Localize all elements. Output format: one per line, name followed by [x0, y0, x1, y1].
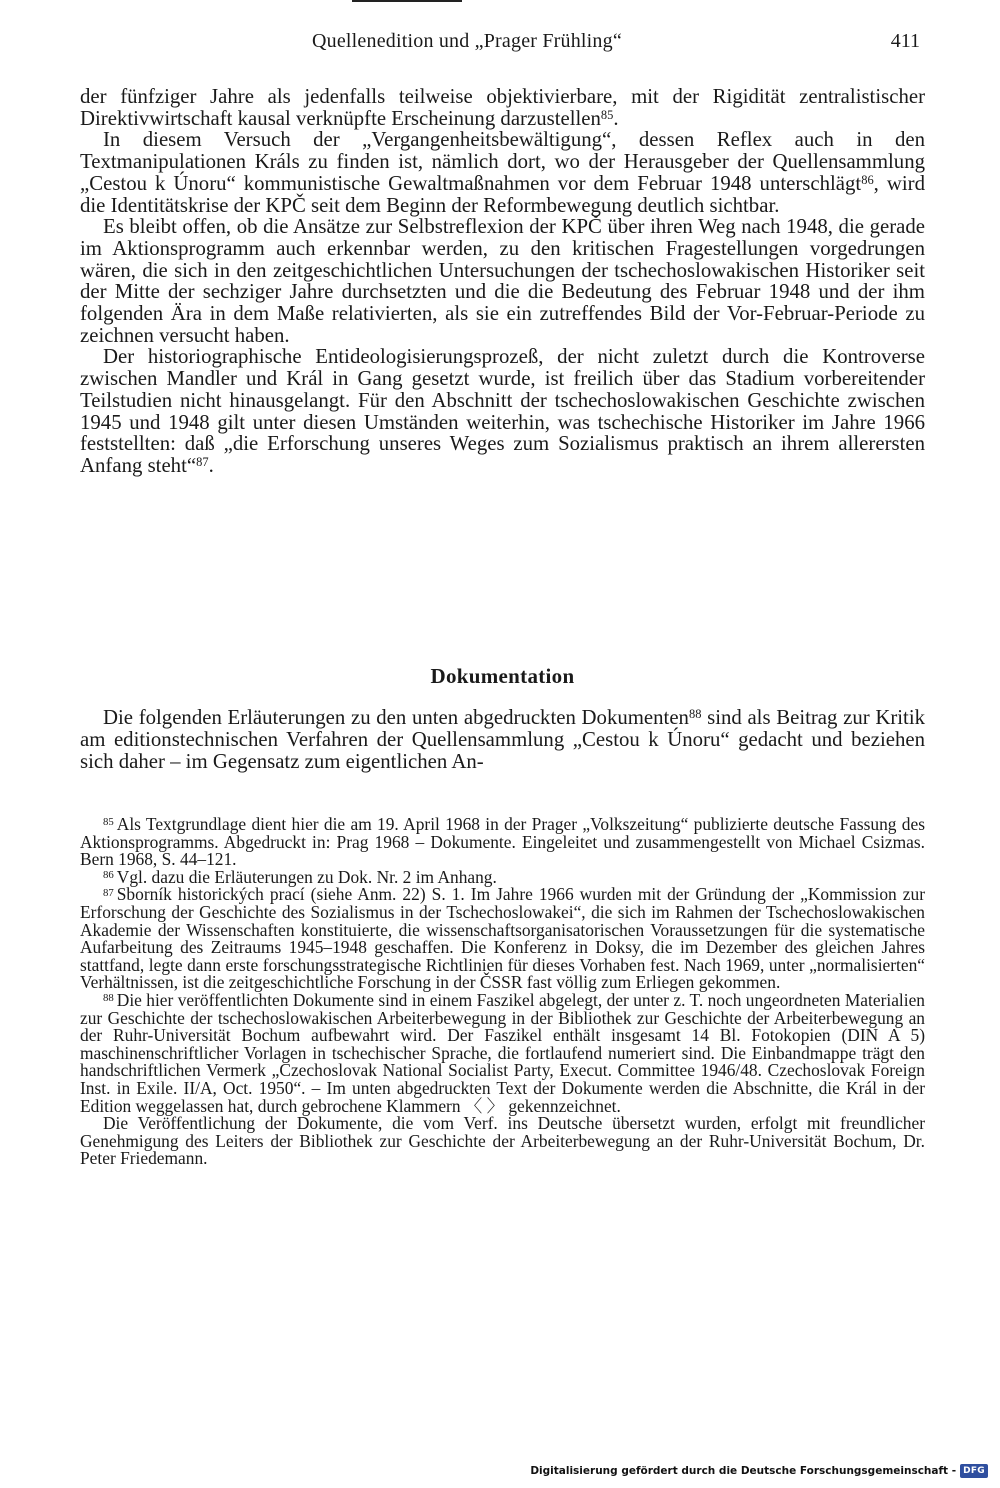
footnote: $^{87}$ Sborník historických prací (siehe Anm. 22) S. 1. Im Jahre 1966 wurden mit der Gründung der „Kommission zur Erforschung der Geschichte des Sozialismus in der Tschechoslowakei“, die sich im Rahmen der Tschechoslowakischen Akademie der Wissenschaften konstituierte, die wissenschaftsorganisatorischen Voraussetzungen für die systematische Aufarbeitung des Zeitraums 1945–1948 geschaffen. Die Konferenz in Doksy, die im Dezember des gleichen Jahres stattfand, legte dann erste forschungsstrategische Richtlinien für dieses Vorhaben fest. Nach 1969, unter „normalisierten“ Verhältnissen, ist die zeitgeschichtliche Forschung in der ČSSR fast völlig zum Erliegen gekommen.	[80, 884, 925, 993]
section-text	[80, 707, 925, 772]
main-text	[80, 86, 925, 477]
footnote-ref: 87	[196, 454, 209, 469]
paragraph: Es bleibt offen, ob die Ansätze zur Selbstreflexion der KPČ über ihren Weg nach 1948, die gerade im Aktionsprogramm auch erkennbar werden, zu den kritischen Fragestellungen vorgedrungen wären, die sich in den zeitgeschichtlichen Untersuchungen der tschechoslowakischen Historiker seit der Mitte der sechziger Jahre durchsetzten und die die Bedeutung des Februar 1948 und der ihm folgenden Ära in dem Maße relativierten, als sie ein zutreffendes Bild der Vor-Februar-Periode zu zeichnen versucht haben.	[80, 215, 925, 347]
footnote-ref: 85	[600, 107, 614, 122]
footnote: $^{85}$ Als Textgrundlage dient hier die am 19. April 1968 in der Prager „Volkszeitung“ publizierte deutsche Fassung des Aktionsprogramms. Abgedruckt in: Prag 1968 – Dokumente. Eingeleitet und zusammengestellt von Michael Csizmas. Bern 1968, S. 44–121.	[80, 814, 925, 870]
digitization-credit	[530, 1462, 988, 1480]
paragraph: der fünfziger Jahre als jedenfalls teilweise objektivierbare, mit der Rigidität zentralistischer Direktivwirtschaft kausal verknüpfte Erscheinung darzustellen$^{85}$.	[80, 85, 925, 130]
running-title: Quellenedition und „Prager Frühling“	[312, 30, 622, 52]
footnote-number: 87	[103, 886, 114, 899]
dfg-logo: DFG	[960, 1464, 988, 1478]
footnote-continuation: Die Veröffentlichung der Dokumente, die vom Verf. ins Deutsche übersetzt wurden, erfolgt mit freundlicher Genehmigung des Leiters der Bibliothek zur Geschichte der Arbeiterbewegung an der Ruhr-Universität Bochum, Dr. Peter Friedemann.	[80, 1113, 925, 1169]
paragraph: Der historiographische Entideologisierungsprozeß, der nicht zuletzt durch die Kontroverse zwischen Mandler und Král in Gang gesetzt wurde, ist freilich über das Stadium vorbereitender Teilstudien nicht hinausgelangt. Für den Abschnitt der tschechoslowakischen Geschichte zwischen 1945 und 1948 gilt unter diesen Umständen weiterhin, was tschechische Historiker im Jahre 1966 feststellten: daß „die Erforschung unseres Weges zum Sozialismus praktisch an ihrem allerersten Anfang steht“$^{87}$.	[80, 345, 925, 477]
credit-text: Digitalisierung gefördert durch die Deutsche Forschungsgemeinschaft -	[530, 1465, 957, 1477]
paragraph: Die folgenden Erläuterungen zu den unten abgedruckten Dokumenten$^{88}$ sind als Beitrag zur Kritik am editionstechnischen Verfahren der Quellensammlung „Cestou k Únoru“ gedacht und beziehen sich daher – im Gegensatz zum eigentlichen An-	[80, 706, 925, 773]
footnotes	[80, 816, 925, 1168]
paragraph: In diesem Versuch der „Vergangenheitsbewältigung“, dessen Reflex auch in den Textmanipulationen Králs zu finden ist, nämlich dort, wo der Herausgeber der Quellensammlung „Cestou k Únoru“ kommunistische Gewaltmaßnahmen vor dem Februar 1948 unterschlägt$^{86}$, wird die Identitätskrise der KPČ seit dem Beginn der Reformbewegung deutlich sichtbar.	[80, 128, 925, 217]
section-heading: Dokumentation	[430, 664, 575, 688]
footnote-ref: 86	[861, 172, 874, 187]
footnote-number: 88	[103, 992, 114, 1005]
footnote: $^{86}$ Vgl. dazu die Erläuterungen zu Dok. Nr. 2 im Anhang.	[103, 866, 497, 887]
footnote-number: 85	[103, 816, 114, 829]
page-number: 411	[890, 30, 920, 52]
page-header	[80, 30, 920, 60]
footnote: $^{88}$ Die hier veröffentlichten Dokumente sind in einem Faszikel abgelegt, der unter z. T. noch ungeordneten Materialien zur Geschichte der tschechoslowakischen Arbeiterbewegung in der Bibliothek zur Geschichte der Arbeiterbewegung an der Ruhr-Universität Bochum aufbewahrt wird. Der Faszikel enthält insgesamt 14 Bl. Fotokopien (DIN A 5) maschinenschriftlicher Vorlagen in tschechischer Sprache, die fortlaufend numeriert sind. Die Einbandmappe trägt den handschriftlichen Vermerk „Czechoslovak National Socialist Party, Execut. Committee 1946/48. Czechoslovak Foreign Inst. in Exile. II/A, Oct. 1950“. – Im unten abgedruckten Text der Dokumente werden die Abschnitte, die Král in der Edition weggelassen hat, durch gebrochene Klammern 〈 〉 gekennzeichnet.	[80, 989, 925, 1116]
footnote-number: 86	[103, 868, 114, 881]
top-rule	[352, 0, 462, 2]
footnote-ref: 88	[688, 706, 702, 721]
